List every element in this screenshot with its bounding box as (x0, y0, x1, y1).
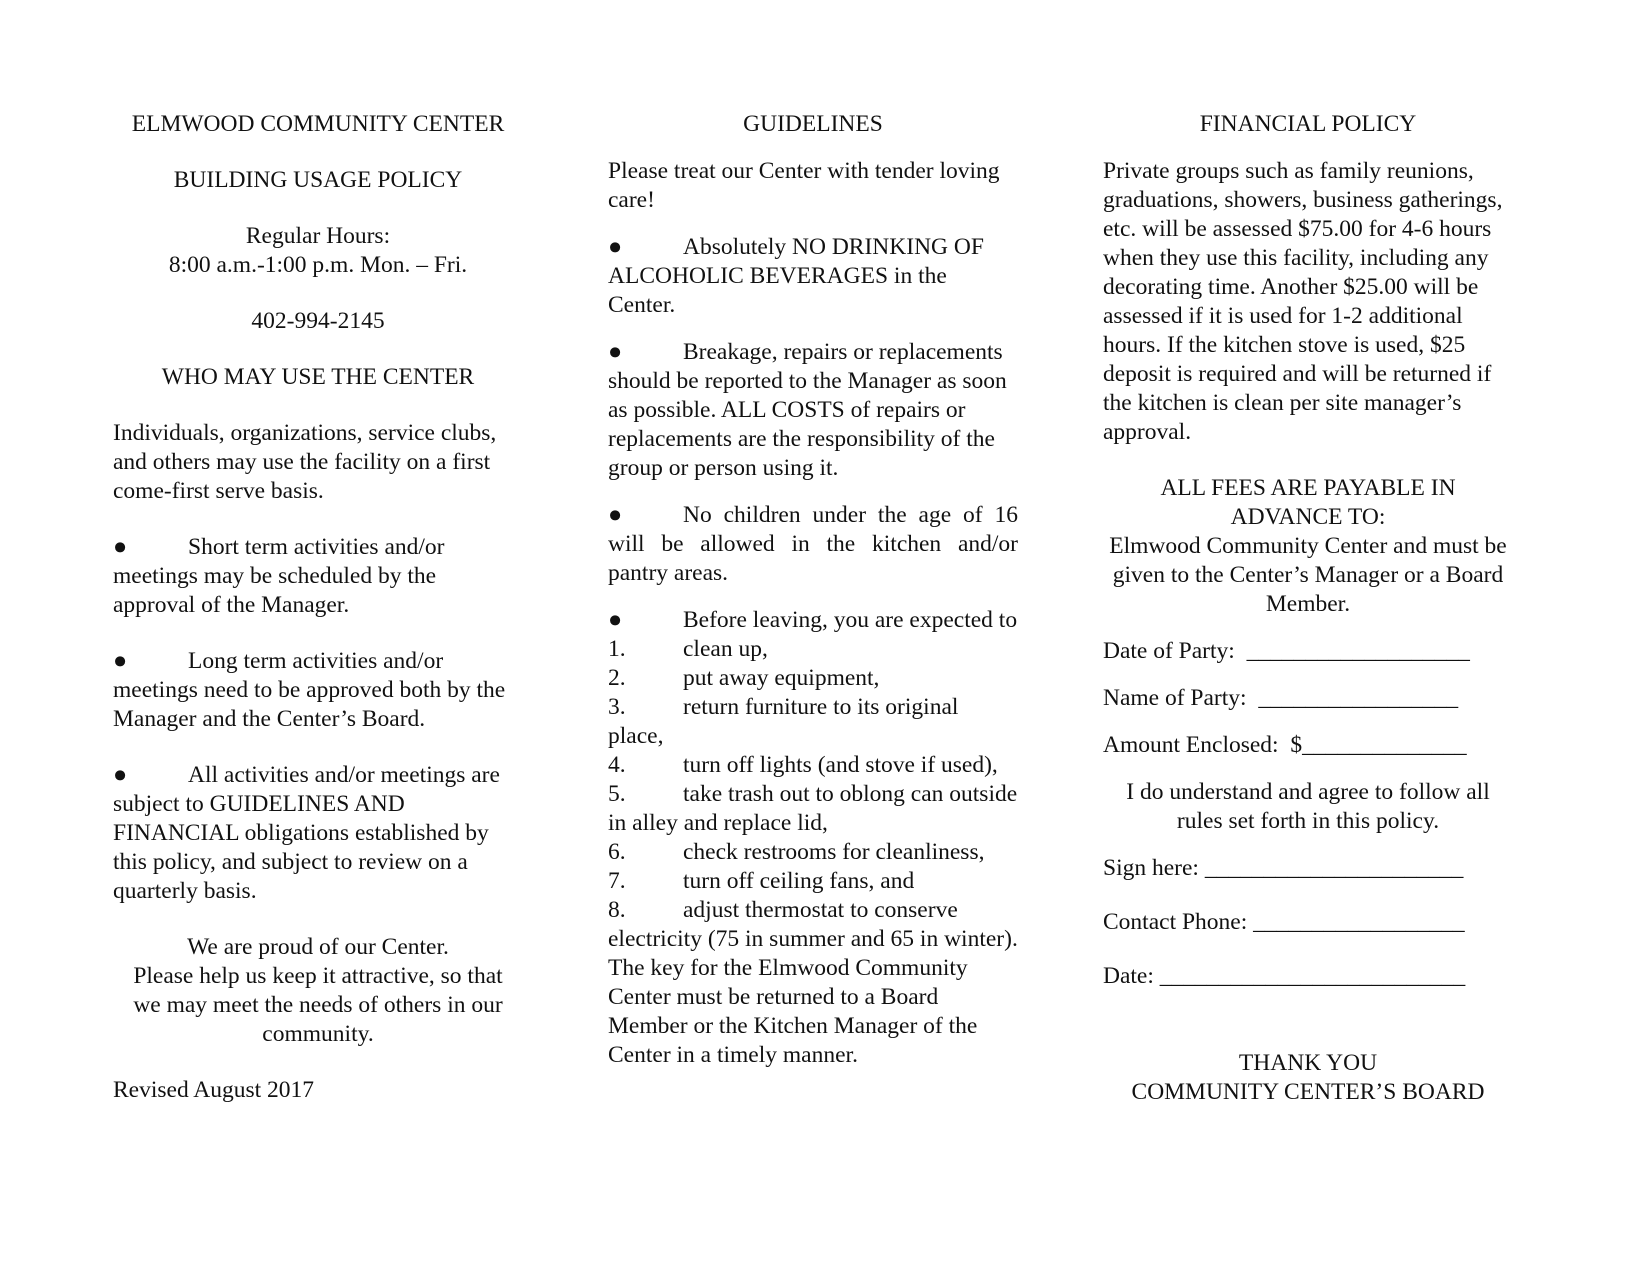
bullet-icon: ● (608, 339, 623, 365)
column-guidelines (608, 110, 1018, 1070)
center-title: ELMWOOD COMMUNITY CENTER (131, 111, 505, 137)
step-item (608, 693, 1018, 751)
amount-enclosed-field[interactable]: Amount Enclosed: $______________ (1103, 732, 1467, 758)
guideline-text: No children under the age of 16 will be allowed in the kitchen and/or pantry areas. (608, 502, 1018, 586)
who-text: Individuals, organizations, service clubs, and others may use the facility on a first come-first serve basis. (113, 420, 497, 504)
sign-here-field[interactable]: Sign here: ______________________ (1103, 855, 1464, 881)
phone-number: 402-994-2145 (251, 308, 385, 334)
agreement-text: I do understand and agree to follow all rules set forth in this policy. (1126, 779, 1490, 834)
proud-line: Please help us keep it attractive, so that (133, 963, 503, 989)
thank-you: THANK YOU (1238, 1050, 1378, 1076)
guideline-text: Breakage, repairs or replacements should be reported to the Manager as soon as possible. ALL COSTS of repairs or replacements are the responsibility of the group or person using it. (608, 339, 1007, 481)
who-heading: WHO MAY USE THE CENTER (161, 364, 475, 390)
column-building-usage (113, 110, 523, 1105)
policy-subtitle: BUILDING USAGE POLICY (173, 167, 463, 193)
step-text: return furniture to its original place, (608, 694, 959, 749)
date-of-party-field[interactable]: Date of Party: ___________________ (1103, 638, 1470, 664)
step-text: turn off lights (and stove if used), (683, 752, 998, 778)
step-item (608, 838, 1018, 867)
step-text: check restrooms for cleanliness, (683, 839, 985, 865)
step-item (608, 896, 1018, 954)
step-number: 4. (608, 752, 626, 778)
bullet-icon: ● (113, 648, 128, 674)
proud-line: We are proud of our Center. (187, 934, 449, 960)
bullet-icon: ● (608, 234, 623, 260)
guideline-text: Before leaving, you are expected to (683, 607, 1018, 633)
step-item (608, 751, 1018, 780)
fees-notice (1103, 474, 1513, 619)
step-text: take trash out to oblong can outside in alley and replace lid, (608, 781, 1018, 836)
guideline-bullet-1 (608, 233, 1018, 320)
bullet-icon: ● (608, 502, 623, 528)
guidelines-intro: Please treat our Center with tender loving care! (608, 158, 1000, 213)
guidelines-heading: GUIDELINES (743, 111, 883, 137)
proud-message (113, 933, 523, 1049)
step-text: turn off ceiling fans, and (683, 868, 915, 894)
column-financial (1103, 110, 1513, 1107)
guideline-bullet-4 (608, 606, 1018, 635)
cleanup-steps (608, 635, 1018, 954)
hours-value: 8:00 a.m.-1:00 p.m. Mon. – Fri. (168, 252, 468, 278)
step-item (608, 867, 1018, 896)
contact-phone-field[interactable]: Contact Phone: __________________ (1103, 909, 1465, 935)
financial-heading: FINANCIAL POLICY (1199, 111, 1417, 137)
guideline-text: Absolutely NO DRINKING OF ALCOHOLIC BEVERAGES in the Center. (608, 234, 984, 318)
hours-label: Regular Hours: (245, 223, 391, 249)
step-text: adjust thermostat to conserve electricity (75 in summer and 65 in winter). (608, 897, 1018, 952)
step-item (608, 780, 1018, 838)
key-return-note: The key for the Elmwood Community Center must be returned to a Board Member or the Kitchen Manager of the Center in a timely manner. (608, 955, 978, 1068)
step-number: 2. (608, 665, 626, 691)
step-text: put away equipment, (683, 665, 880, 691)
date-field[interactable]: Date: __________________________ (1103, 963, 1466, 989)
usage-bullet-1 (113, 533, 523, 620)
usage-bullet-text: Long term activities and/or meetings need to be approved both by the Manager and the Center’s Board. (113, 648, 506, 732)
financial-policy-text: Private groups such as family reunions, graduations, showers, business gatherings, etc. will be assessed $75.00 for 4-6 hours when they use this facility, including any decorating time. Another $25.00 will be assessed if it is used for 1-2 additional hours. If the kitchen stove is used, $25 deposit is required and will be returned if the kitchen is clean per site manager’s approval. (1103, 158, 1503, 445)
bullet-icon: ● (113, 534, 128, 560)
guideline-bullet-2 (608, 338, 1018, 483)
bullet-icon: ● (608, 607, 623, 633)
usage-bullet-3 (113, 761, 523, 906)
step-number: 5. (608, 781, 626, 807)
step-item (608, 635, 1018, 664)
usage-bullet-2 (113, 647, 523, 734)
step-number: 7. (608, 868, 626, 894)
step-item (608, 664, 1018, 693)
step-number: 8. (608, 897, 626, 923)
step-number: 3. (608, 694, 626, 720)
step-text: clean up, (683, 636, 768, 662)
step-number: 1. (608, 636, 626, 662)
proud-line: community. (262, 1021, 374, 1047)
fees-line: ALL FEES ARE PAYABLE IN (1160, 475, 1456, 501)
usage-bullet-text: All activities and/or meetings are subject to GUIDELINES AND FINANCIAL obligations established by this policy, and subject to review on a quarterly basis. (113, 762, 500, 904)
revised-date: Revised August 2017 (113, 1077, 315, 1103)
guideline-bullet-3 (608, 501, 1018, 588)
step-number: 6. (608, 839, 626, 865)
board-signature: COMMUNITY CENTER’S BOARD (1131, 1079, 1485, 1105)
usage-bullet-text: Short term activities and/or meetings may be scheduled by the approval of the Manager. (113, 534, 445, 618)
fees-line: ADVANCE TO: (1230, 504, 1386, 530)
name-of-party-field[interactable]: Name of Party: _________________ (1103, 685, 1459, 711)
proud-line: we may meet the needs of others in our (133, 992, 503, 1018)
bullet-icon: ● (113, 762, 128, 788)
fees-payee: Elmwood Community Center and must be given to the Center’s Manager or a Board Member. (1109, 533, 1507, 617)
